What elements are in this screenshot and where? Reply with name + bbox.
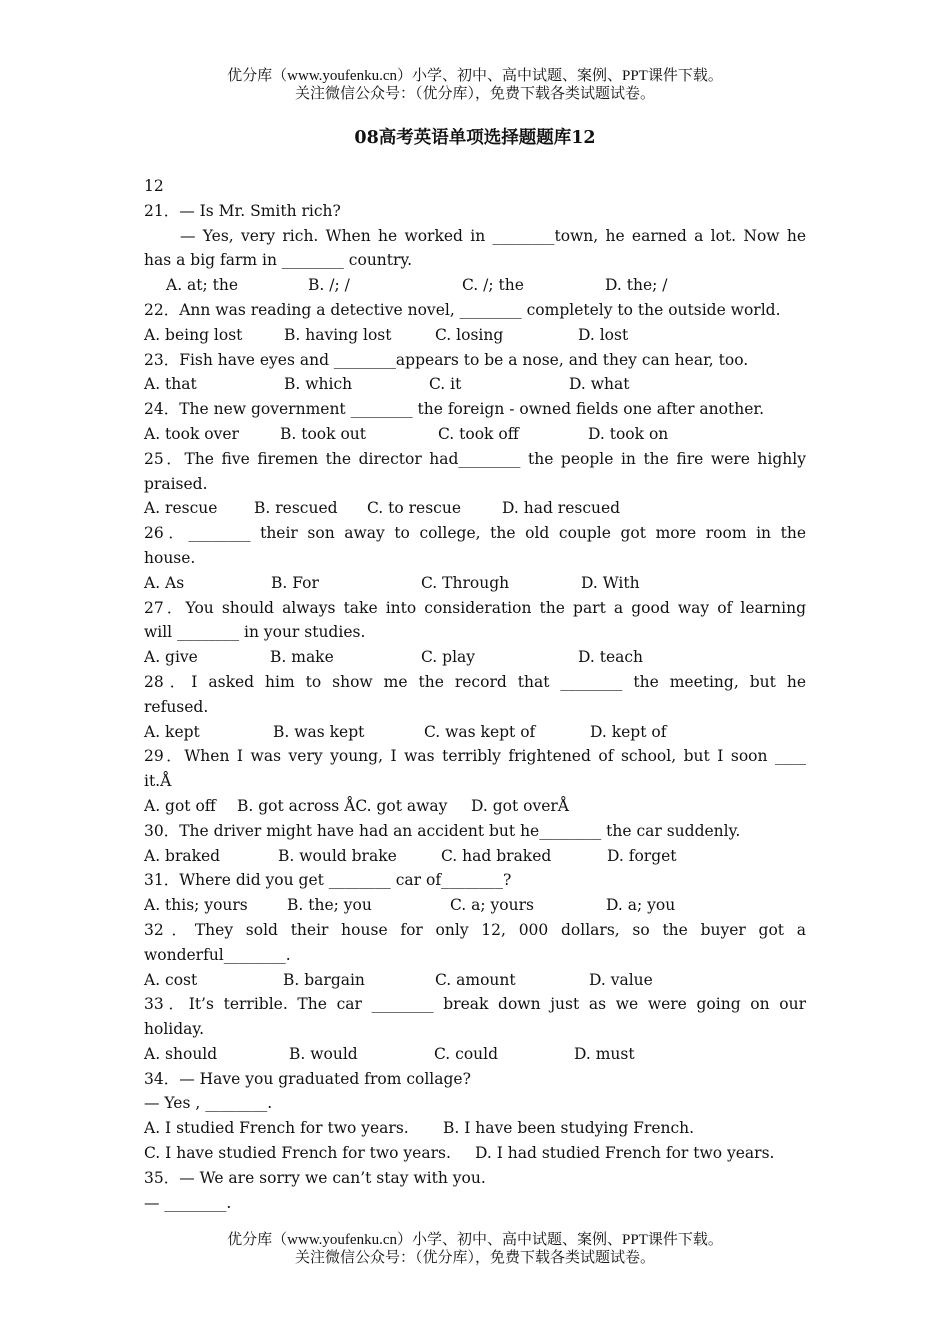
question-32-continuation: wonderful________. — [144, 945, 291, 964]
option-b[interactable]: B. would brake — [278, 846, 397, 865]
option-c[interactable]: C. /; the — [462, 276, 524, 295]
question-34-dialogue: — Yes , ________. — [144, 1094, 273, 1113]
question-22-stem: 22．Ann was reading a detective novel, ________ completely to the outside world. — [144, 300, 781, 319]
option-b[interactable]: B. I have been studying French. — [443, 1119, 695, 1138]
option-a[interactable]: A. cost — [144, 970, 198, 989]
option-d[interactable]: D. value — [589, 970, 653, 989]
option-b[interactable]: B. which — [284, 375, 353, 394]
option-a[interactable]: A. As — [144, 573, 185, 592]
option-a[interactable]: A. at; the — [166, 276, 239, 295]
option-b[interactable]: B. bargain — [283, 970, 365, 989]
question-27-continuation: will ________ in your studies. — [144, 623, 366, 642]
option-b[interactable]: B. /; / — [308, 276, 350, 295]
page-footer — [0, 1231, 950, 1267]
option-a[interactable]: A. I studied French for two years. — [144, 1119, 409, 1138]
option-d[interactable]: D. must — [574, 1044, 635, 1063]
option-b[interactable]: B. For — [271, 573, 319, 592]
section-number: 12 — [144, 177, 164, 195]
option-d[interactable]: D. had rescued — [502, 499, 621, 518]
question-21-continuation: has a big farm in ________ country. — [144, 251, 413, 270]
option-d[interactable]: D. kept of — [590, 722, 667, 741]
header-line-1: 优分库（www.youfenku.cn）小学、初中、高中试题、案例、PPT课件下载。 — [227, 68, 723, 84]
footer-line-2: 关注微信公众号：（优分库），免费下载各类试题试卷。 — [294, 1250, 655, 1266]
option-c[interactable]: C. losing — [435, 325, 504, 344]
question-25-stem: 25．The five firemen the director had________ the people in the fire were highly — [144, 449, 806, 468]
option-b[interactable]: B. would — [289, 1044, 358, 1063]
question-32-stem: 32．They sold their house for only 12, 000 dollars, so the buyer got a — [144, 920, 806, 939]
question-27-options — [144, 645, 806, 670]
question-30-options — [144, 844, 806, 869]
option-c[interactable]: C. play — [421, 648, 476, 667]
option-b[interactable]: B. the; you — [287, 896, 372, 915]
option-d[interactable]: D. teach — [578, 648, 644, 667]
document-title: 08高考英语单项选择题题库12 — [354, 128, 596, 148]
option-a[interactable]: A. took over — [144, 424, 239, 443]
option-c[interactable]: C. Through — [421, 573, 510, 592]
option-c[interactable]: C. a; yours — [450, 896, 534, 915]
option-b-c[interactable]: B. got across ÅC. got away — [237, 796, 448, 815]
question-33-continuation: holiday. — [144, 1020, 205, 1039]
page-header — [0, 67, 950, 103]
question-21-options — [144, 273, 806, 298]
option-b[interactable]: B. having lost — [284, 325, 392, 344]
header-line-2: 关注微信公众号：（优分库），免费下载各类试题试卷。 — [294, 86, 655, 102]
option-d[interactable]: D. what — [569, 375, 630, 394]
question-27-stem: 27．You should always take into consideration the part a good way of learning — [144, 598, 806, 617]
question-21-dialogue: — Yes, very rich. When he worked in ________town, he earned a lot. Now he — [180, 226, 806, 245]
question-31-options — [144, 893, 806, 918]
question-34-options-cd — [144, 1141, 806, 1166]
question-35-dialogue: — ________. — [144, 1193, 232, 1212]
question-21-stem: 21．— Is Mr. Smith rich? — [144, 201, 341, 220]
question-26-stem: 26．________ their son away to college, the old couple got more room in the — [144, 524, 806, 543]
option-c[interactable]: C. had braked — [441, 846, 552, 865]
option-a[interactable]: A. being lost — [144, 325, 243, 344]
question-23-stem: 23．Fish have eyes and ________appears to be a nose, and they can hear, too. — [144, 350, 749, 369]
question-25-continuation: praised. — [144, 474, 208, 493]
question-32-options — [144, 968, 806, 993]
option-c[interactable]: C. I have studied French for two years. — [144, 1144, 451, 1163]
question-23-options — [144, 372, 806, 397]
option-b[interactable]: B. was kept — [273, 722, 365, 741]
question-26-continuation: house. — [144, 548, 196, 567]
option-d[interactable]: D. took on — [588, 424, 669, 443]
option-a[interactable]: A. rescue — [144, 499, 218, 518]
option-b[interactable]: B. make — [270, 648, 334, 667]
option-d[interactable]: D. lost — [578, 325, 629, 344]
question-34-options-ab — [144, 1116, 806, 1141]
option-a[interactable]: A. this; yours — [144, 896, 248, 915]
question-29-options — [144, 794, 806, 819]
option-a[interactable]: A. got off — [144, 796, 216, 815]
option-a[interactable]: A. give — [144, 648, 198, 667]
option-d[interactable]: D. forget — [607, 846, 677, 865]
question-31-stem: 31．Where did you get ________ car of________? — [144, 871, 512, 890]
question-28-stem: 28．I asked him to show me the record that ________ the meeting, but he — [144, 672, 806, 691]
question-26-options — [144, 571, 806, 596]
option-d[interactable]: D. I had studied French for two years. — [475, 1144, 775, 1163]
option-a[interactable]: A. kept — [144, 722, 200, 741]
question-25-options — [144, 496, 806, 521]
question-28-continuation: refused. — [144, 697, 209, 716]
question-29-stem: 29．When I was very young, I was terribly frightened of school, but I soon ____ — [144, 747, 806, 766]
option-d[interactable]: D. the; / — [605, 276, 668, 295]
option-c[interactable]: C. took off — [438, 424, 519, 443]
option-d[interactable]: D. With — [581, 573, 640, 592]
footer-line-1: 优分库（www.youfenku.cn）小学、初中、高中试题、案例、PPT课件下载。 — [227, 1232, 723, 1248]
option-c[interactable]: C. it — [429, 375, 462, 394]
question-30-stem: 30．The driver might have had an accident but he________ the car suddenly. — [144, 821, 741, 840]
option-c[interactable]: C. was kept of — [424, 722, 536, 741]
question-24-stem: 24．The new government ________ the foreign - owned fields one after another. — [144, 400, 765, 419]
option-d[interactable]: D. got overÅ — [471, 796, 570, 815]
option-b[interactable]: B. took out — [280, 424, 366, 443]
option-c[interactable]: C. amount — [435, 970, 516, 989]
option-d[interactable]: D. a; you — [606, 896, 676, 915]
question-22-options — [144, 323, 806, 348]
option-c[interactable]: C. could — [434, 1044, 499, 1063]
question-24-options — [144, 422, 806, 447]
question-35-stem: 35．— We are sorry we can’t stay with you. — [144, 1168, 486, 1187]
option-b[interactable]: B. rescued — [254, 499, 338, 518]
question-33-options — [144, 1042, 806, 1067]
question-33-stem: 33．It’s terrible. The car ________ break down just as we were going on our — [144, 995, 806, 1014]
option-a[interactable]: A. braked — [144, 846, 221, 865]
option-a[interactable]: A. should — [144, 1044, 218, 1063]
question-29-continuation: it.Å — [144, 772, 172, 791]
question-34-stem: 34．— Have you graduated from collage? — [144, 1069, 471, 1088]
question-28-options — [144, 720, 806, 745]
question-list — [144, 174, 806, 1215]
option-a[interactable]: A. that — [144, 375, 197, 394]
option-c[interactable]: C. to rescue — [367, 499, 462, 518]
